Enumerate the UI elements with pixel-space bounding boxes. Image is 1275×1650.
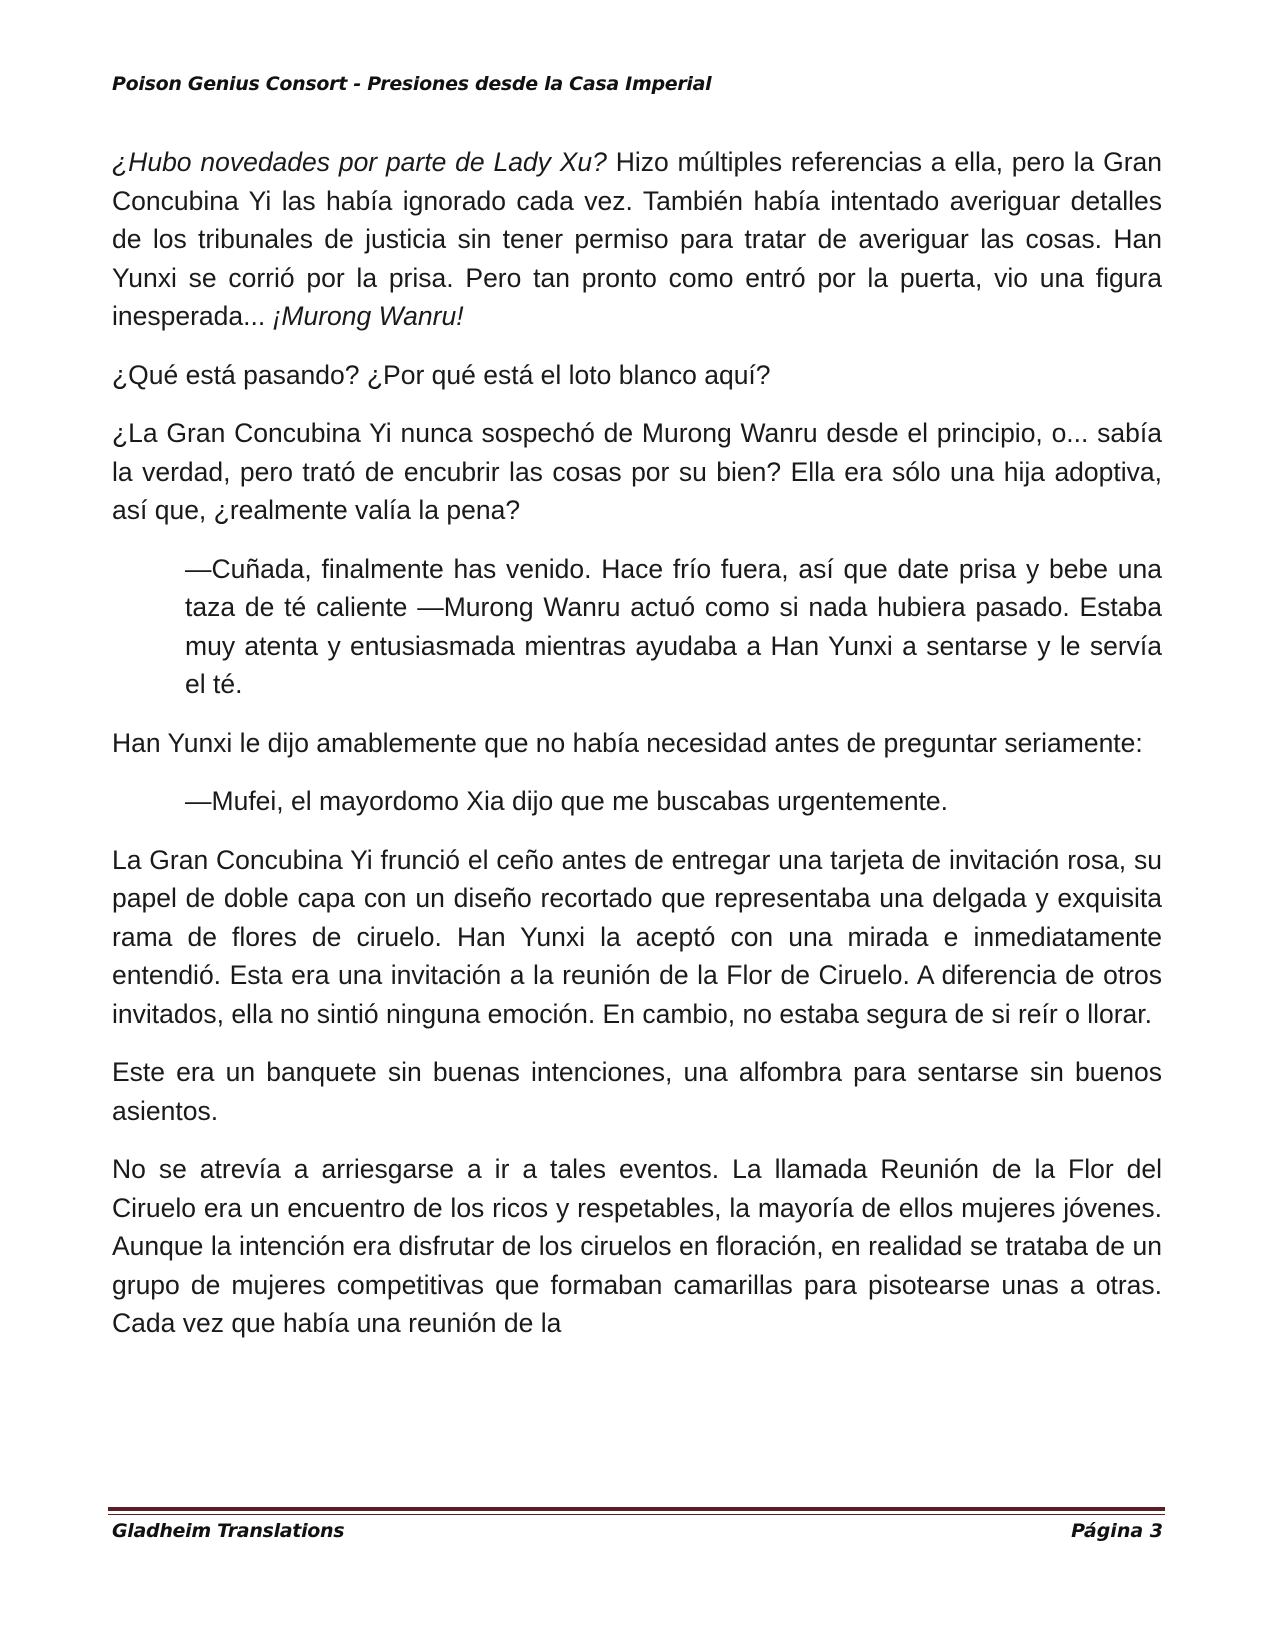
paragraph-1-text: Hizo múltiples referencias a ella, pero la Gran Concubina Yi las había ignorado cada vez. También había intentado averiguar detalles de los tribunales de justicia sin tener permiso para tratar de averiguar las cosas. Han Yunxi se corrió por la prisa. Pero tan pronto como entró por la puerta, vio una figura inesperada...: [112, 147, 1162, 331]
paragraph-3: ¿La Gran Concubina Yi nunca sospechó de Murong Wanru desde el principio, o... sabía la verdad, pero trató de encubrir las cosas por su bien? Ella era sólo una hija adoptiva, así que, ¿realmente valía la pena?: [112, 418, 1162, 525]
paragraph-2: ¿Qué está pasando? ¿Por qué está el loto blanco aquí?: [112, 359, 771, 390]
running-header: Poison Genius Consort - Presiones desde la Casa Imperial: [112, 73, 712, 95]
footer-rule-thin: [108, 1514, 1165, 1515]
paragraph-1-italic-end: ¡Murong Wanru!: [272, 301, 464, 331]
body-text: [112, 143, 1162, 1363]
paragraph-7: La Gran Concubina Yi frunció el ceño antes de entregar una tarjeta de invitación rosa, su papel de doble capa con un diseño recortado que representaba una delgada y exquisita rama de flores de ciruelo. Han Yunxi la aceptó con una mirada e inmediatamente entendió. Esta era una invitación a la reunión de la Flor de Ciruelo. A diferencia de otros invitados, ella no sintió ninguna emoción. En cambio, no estaba segura de si reír o llorar.: [112, 844, 1162, 1029]
paragraph-8: Este era un banquete sin buenas intenciones, una alfombra para sentarse sin buenos asientos.: [112, 1057, 1162, 1126]
footer-page-number: Página 3: [1071, 1520, 1163, 1542]
paragraph-9: No se atrevía a arriesgarse a ir a tales eventos. La llamada Reunión de la Flor del Ciruelo era un encuentro de los ricos y respetables, la mayoría de ellos mujeres jóvenes. Aunque la intención era disfrutar de los ciruelos en floración, en realidad se trataba de un grupo de mujeres competitivas que formaban camarillas para pisotearse unas a otras. Cada vez que había una reunión de la: [112, 1154, 1162, 1338]
paragraph-4-dialogue: —Cuñada, finalmente has venido. Hace frío fuera, así que date prisa y bebe una taza de té caliente —Murong Wanru actuó como si nada hubiera pasado. Estaba muy atenta y entusiasmada mientras ayudaba a Han Yunxi a sentarse y le servía el té.: [185, 553, 1162, 699]
footer-rule-thick: [108, 1507, 1165, 1511]
footer-publisher: Gladheim Translations: [112, 1520, 345, 1542]
paragraph-5: Han Yunxi le dijo amablemente que no había necesidad antes de preguntar seriamente:: [112, 727, 1143, 758]
paragraph-6-dialogue: —Mufei, el mayordomo Xia dijo que me buscabas urgentemente.: [185, 786, 949, 816]
paragraph-1: [112, 143, 1162, 336]
paragraph-1-italic-start: ¿Hubo novedades por parte de Lady Xu?: [112, 147, 607, 177]
